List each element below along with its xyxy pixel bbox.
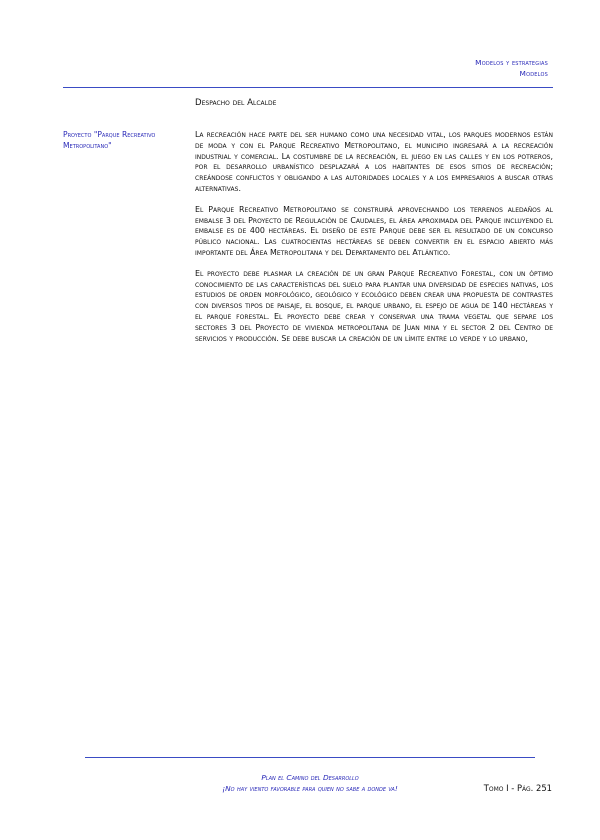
paragraph: El proyecto debe plasmar la creación de un gran Parque Recreativo Forestal, con un óptimo conocimiento de las características del suelo para plantar una diversidad de especies nativas, los estudios de orden morfológico, geológico y ecológico deben crear una propuesta de contrastes con diversos tipos de paisaje, el bosque, el parque urbano, el espejo de agua de 140 hectáreas y el parque forestal. El proyecto debe crear y conservar una trama vegetal que separe los sectores 3 del Proyecto de vivienda metropolitana de Juan mina y el sector 2 del Centro de servicios y producción. Se debe buscar la creación de un límite entre lo verde y lo urbano, — [195, 268, 553, 343]
footer-rule — [85, 757, 535, 758]
running-header — [475, 57, 548, 79]
header-rule — [63, 87, 553, 88]
footer-motto — [160, 773, 460, 794]
page-number: Tomo I - Pág. 251 — [483, 783, 552, 793]
footer-line-2: ¡No hay viento favorable para quien no sabe a donde va! — [222, 783, 398, 793]
header-line-2: Modelos — [519, 69, 548, 78]
project-label: Proyecto "Parque Recreativo Metropolitano" — [63, 130, 156, 150]
paragraph: La recreación hace parte del ser humano como una necesidad vital, los parques modernos están de moda y con el Parque Recreativo Metropolitano, el municipio ingresará a la recreación industrial y comercial. La costumbre de la recreación, el juego en las calles y en los potreros, por el desarrollo urbanístico desplazará a los habitantes de esos sitios de recreación; creándose conflictos y obligando a las autoridades locales y a los empresarios a buscar otras alternativas. — [195, 130, 553, 193]
footer-line-1: Plan el Camino del Desarrollo — [261, 773, 359, 782]
header-line-1: Modelos y estrategias — [475, 58, 548, 67]
section-title: Despacho del Alcalde — [195, 98, 277, 108]
paragraph: El Parque Recreativo Metropolitano se construirá aprovechando los terrenos aledaños al embalse 3 del Proyecto de Regulación de Caudales, el área aproximada del Parque incluyendo el embalse es de 400 hectáreas. El diseño de este Parque debe ser el resultado de un concurso público nacional. Las cuatrocientas hectáreas se deben convertir en el espacio abierto más importante del Área Metropolitana y del Departamento del Atlántico. — [195, 204, 553, 257]
body-text — [195, 130, 553, 354]
